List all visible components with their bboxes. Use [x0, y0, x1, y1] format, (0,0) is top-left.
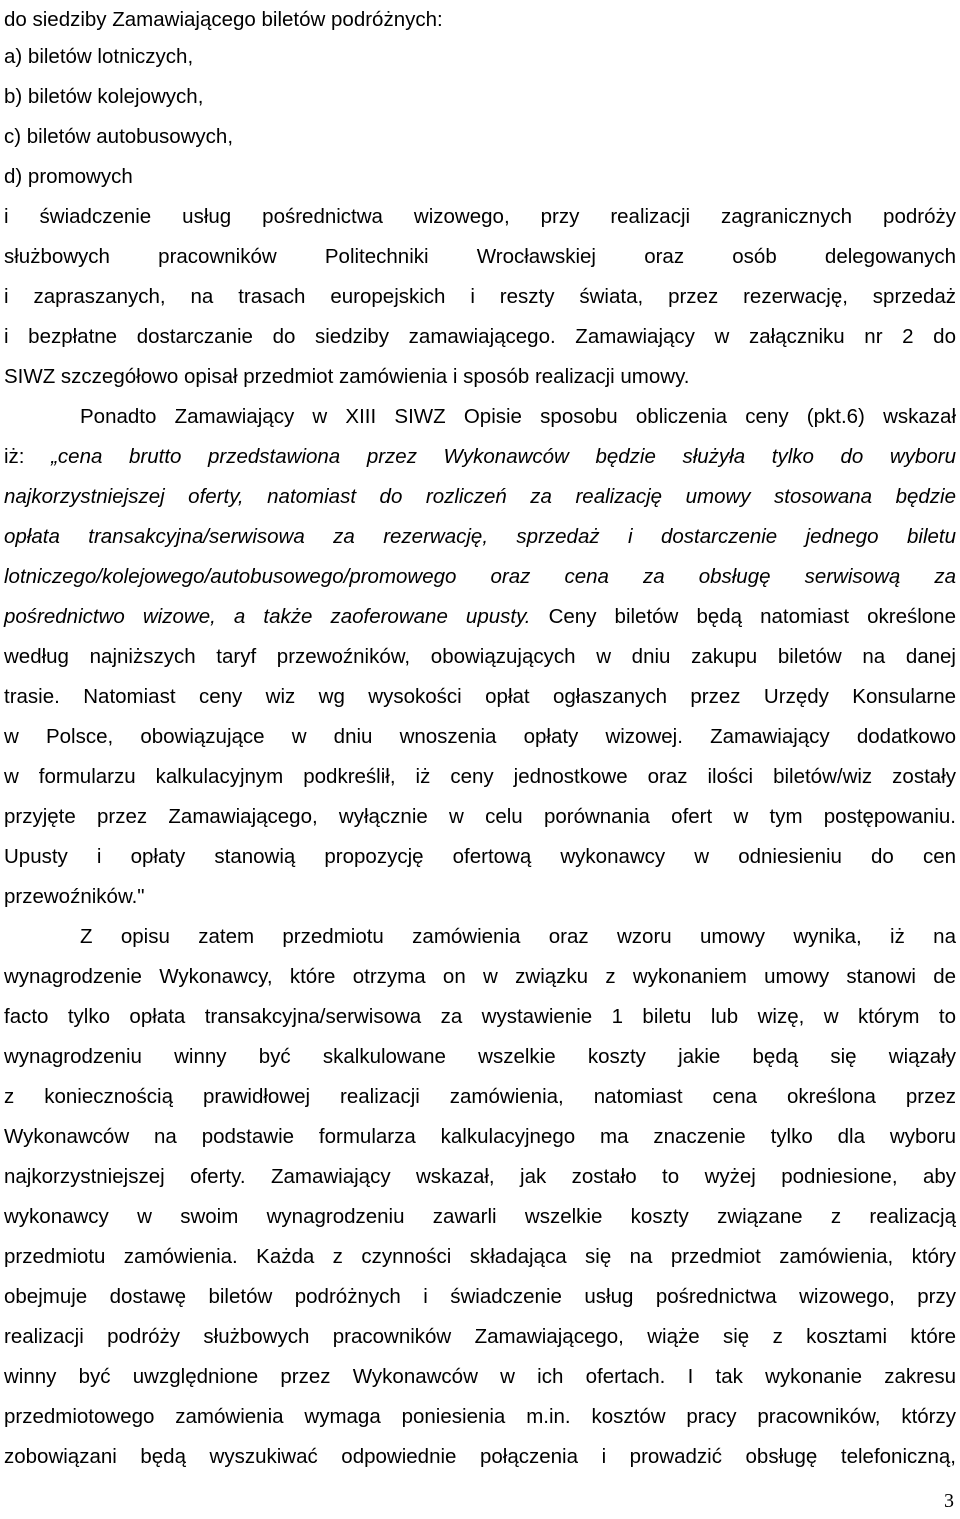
text-line: facto tylko opłata transakcyjna/serwisowa za wystawienie 1 biletu lub wizę, w którym to	[4, 1005, 956, 1028]
text-line: przewoźników."	[4, 885, 145, 908]
text-line: i zapraszanych, na trasach europejskich i reszty świata, przez rezerwację, sprzedaż	[4, 285, 956, 308]
text-line: Upusty i opłaty stanowią propozycję ofertową wykonawcy w odniesieniu do cen	[4, 845, 956, 868]
text-line: a) biletów lotniczych,	[4, 45, 194, 68]
text-line: SIWZ szczegółowo opisał przedmiot zamówienia i sposób realizacji umowy.	[4, 365, 690, 388]
text-line: winny być uwzględnione przez Wykonawców w ich ofertach. I tak wykonanie zakresu	[4, 1365, 956, 1388]
text-line: przyjęte przez Zamawiającego, wyłącznie w celu porównania ofert w tym postępowaniu.	[4, 805, 956, 828]
text-line: i bezpłatne dostarczanie do siedziby zamawiającego. Zamawiający w załączniku nr 2 do	[4, 325, 956, 348]
text-line: b) biletów kolejowych,	[4, 85, 204, 108]
text-line: lotniczego/kolejowego/autobusowego/promowego oraz cena za obsługę serwisową za	[4, 565, 956, 588]
text-line: według najniższych taryf przewoźników, obowiązujących w dniu zakupu biletów na danej	[4, 645, 956, 668]
text-line: w Polsce, obowiązujące w dniu wnoszenia opłaty wizowej. Zamawiający dodatkowo	[4, 725, 956, 748]
text-segment: pośrednictwo wizowe, a także zaoferowane upusty.	[4, 605, 549, 628]
text-line: Z opisu zatem przedmiotu zamówienia oraz wzoru umowy wynika, iż na	[80, 925, 956, 948]
text-line: Wykonawców na podstawie formularza kalkulacyjnego ma znaczenie tylko dla wyboru	[4, 1125, 956, 1148]
text-line: opłata transakcyjna/serwisowa za rezerwację, sprzedaż i dostarczenie jednego biletu	[4, 525, 956, 548]
page-number: 3	[944, 1490, 954, 1512]
text-line: realizacji podróży służbowych pracowników Zamawiającego, wiąże się z kosztami które	[4, 1325, 956, 1348]
text-segment: iż:	[4, 445, 52, 468]
text-line: przedmiotowego zamówienia wymaga poniesienia m.in. kosztów pracy pracowników, którzy	[4, 1405, 956, 1428]
text-segment: „cena brutto przedstawiona przez Wykonawców będzie służyła tylko do wyboru	[51, 445, 956, 468]
text-line: najkorzystniejszej oferty, natomiast do rozliczeń za realizację umowy stosowana będzie	[4, 485, 956, 508]
text-line: trasie. Natomiast ceny wiz wg wysokości opłat ogłaszanych przez Urzędy Konsularne	[4, 685, 956, 708]
text-line: w formularzu kalkulacyjnym podkreślił, iż ceny jednostkowe oraz ilości biletów/wiz zostały	[4, 765, 956, 788]
text-line: przedmiotu zamówienia. Każda z czynności składająca się na przedmiot zamówienia, który	[4, 1245, 956, 1268]
text-line: obejmuje dostawę biletów podróżnych i świadczenie usług pośrednictwa wizowego, przy	[4, 1285, 956, 1308]
text-line: Ponadto Zamawiający w XIII SIWZ Opisie sposobu obliczenia ceny (pkt.6) wskazał	[80, 405, 956, 428]
text-line: wynagrodzeniu winny być skalkulowane wszelkie koszty jakie będą się wiązały	[4, 1045, 956, 1068]
text-line: do siedziby Zamawiającego biletów podróżnych:	[4, 8, 443, 31]
text-line: zobowiązani będą wyszukiwać odpowiednie połączenia i prowadzić obsługę telefoniczną,	[4, 1445, 956, 1468]
text-line: najkorzystniejszej oferty. Zamawiający wskazał, jak zostało to wyżej podniesione, aby	[4, 1165, 956, 1188]
text-line: c) biletów autobusowych,	[4, 125, 234, 148]
text-line: wykonawcy w swoim wynagrodzeniu zawarli wszelkie koszty związane z realizacją	[4, 1205, 956, 1228]
text-line: z koniecznością prawidłowej realizacji zamówienia, natomiast cena określona przez	[4, 1085, 956, 1108]
text-line: służbowych pracowników Politechniki Wrocławskiej oraz osób delegowanych	[4, 245, 956, 268]
text-segment: Ceny biletów będą natomiast określone	[548, 605, 956, 628]
text-line: wynagrodzenie Wykonawcy, które otrzyma on w związku z wykonaniem umowy stanowi de	[4, 965, 956, 988]
text-line	[4, 437, 956, 477]
text-line: d) promowych	[4, 165, 133, 188]
text-line: i świadczenie usług pośrednictwa wizowego, przy realizacji zagranicznych podróży	[4, 205, 956, 228]
text-line	[4, 597, 956, 637]
